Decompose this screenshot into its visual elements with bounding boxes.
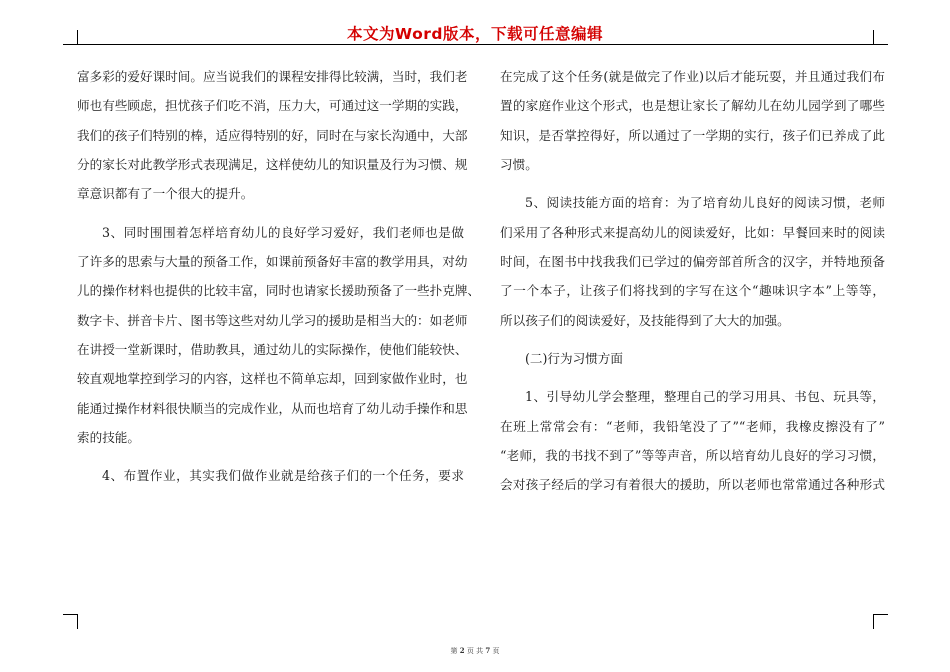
- text-line: 能通过操作材料很快顺当的完成作业，从而也培育了幼儿动手操作和思: [77, 400, 468, 416]
- crop-mark-top-left: [63, 30, 78, 45]
- text-line: 3、同时围围着怎样培育幼儿的良好学习爱好，我们老师也是做: [102, 224, 464, 240]
- footer-middle: 页 共: [466, 647, 484, 655]
- text-line: 知识，是否掌控得好，所以通过了一学期的实行，孩子们已养成了此: [500, 127, 885, 143]
- crop-mark-bottom-left: [63, 614, 78, 629]
- text-line: (二)行为习惯方面: [525, 351, 623, 367]
- text-line: 1、引导幼儿学会整理，整理自己的学习用具、书包、玩具等，: [525, 389, 885, 405]
- footer-page-number: 2: [459, 646, 465, 655]
- text-line: 富多彩的爱好课时间。应当说我们的课程安排得比较满，当时，我们老: [77, 69, 468, 84]
- text-line: 索的技能。: [77, 430, 140, 446]
- text-line: 会对孩子经后的学习有着很大的援助，所以老师也常常通过各种形式: [500, 477, 885, 493]
- text-line: 师也有些顾虑，担忧孩子们吃不消，压力大，可通过这一学期的实践，: [77, 98, 468, 114]
- text-line: 我们的孩子们特别的棒，适应得特别的好，同时在与家长沟通中，大部: [77, 127, 468, 143]
- header-rule: [77, 44, 873, 45]
- crop-mark-bottom-right: [873, 614, 888, 629]
- text-line: 儿的操作材料也提供的比较丰富，同时也请家长援助预备了一些扑克牌、: [77, 283, 480, 299]
- text-line: 们采用了各种形式来提高幼儿的阅读爱好，比如：早餐回来时的阅读: [500, 224, 885, 240]
- text-line: 数字卡、拼音卡片、图书等这些对幼儿学习的援助是相当大的：如老师: [77, 312, 468, 328]
- text-line: 5、阅读技能方面的培育：为了培育幼儿良好的阅读习惯，老师: [525, 195, 885, 211]
- text-line: 习惯。: [500, 157, 538, 173]
- text-line: 在班上常常会有：“老师，我铅笔没了了”“老师，我橡皮擦没有了”: [500, 418, 885, 434]
- text-line: 较直观地掌控到学习的内容，这样也不简单忘却，回到家做作业时，也: [77, 371, 468, 387]
- download-banner: 本文为Word版本，下载可任意编辑: [347, 25, 603, 43]
- text-line: 分的家长对此教学形式表现满足，这样使幼儿的知识量及行为习惯、规: [77, 157, 468, 173]
- text-line: 置的家庭作业这个形式，也是想让家长了解幼儿在幼儿园学到了哪些: [500, 98, 885, 114]
- text-line: 在完成了这个任务(就是做完了作业)以后才能玩耍，并且通过我们布: [500, 69, 885, 84]
- left-text-column: [77, 62, 480, 491]
- right-text-column: [500, 62, 885, 500]
- footer-total-pages: 7: [485, 646, 491, 655]
- footer-prefix: 第: [450, 647, 458, 655]
- text-line: 时间，在图书中找我我们已学过的偏旁部首所含的汉字，并特地预备: [500, 254, 885, 270]
- text-line: 在讲授一堂新课时，借助教具，通过幼儿的实际操作，使他们能较快、: [77, 342, 468, 358]
- page-footer: [0, 646, 950, 656]
- text-line: 了一个本子，让孩子们将找到的字写在这个“趣味识字本”上等等，: [500, 283, 885, 299]
- text-line: “老师，我的书找不到了”等等声音，所以培育幼儿良好的学习习惯，: [500, 448, 885, 464]
- text-line: 所以孩子们的阅读爱好，及技能得到了大大的加强。: [500, 312, 790, 328]
- text-line: 4、布置作业，其实我们做作业就是给孩子们的一个任务，要求: [102, 468, 464, 484]
- text-line: 了许多的思索与大量的预备工作，如课前预备好丰富的教学用具，对幼: [77, 254, 468, 270]
- text-line: 章意识都有了一个很大的提升。: [77, 186, 254, 202]
- crop-mark-top-right: [873, 30, 888, 45]
- footer-suffix: 页: [492, 647, 500, 655]
